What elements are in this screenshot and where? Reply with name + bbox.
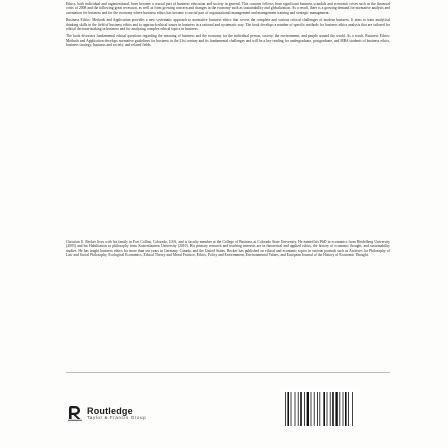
barcode-bar <box>323 392 325 426</box>
barcode-bar <box>287 392 289 426</box>
author-bio-block <box>66 240 390 258</box>
barcode-bar <box>300 392 302 426</box>
publisher-logo <box>66 404 146 422</box>
barcode-bar <box>348 392 349 426</box>
barcode-bar <box>311 392 312 426</box>
barcode-bar <box>285 392 286 426</box>
barcode-bar <box>298 392 299 426</box>
barcode-bar <box>317 392 318 426</box>
description-paragraph-2: Business Ethics: Methods and Application provides a new systematic approach to normative business ethics that covers the complete and various critical challenges of modern business. It aims to train analytical thinking skills in the field of business ethics and to approach ethical issues in business in a rational and systematic way. The book develops a number of specific methods for business ethics analysis that are tailored for ethical decision-making in business and for analyzing complex ethical topics in business. <box>66 18 390 32</box>
barcode-bar <box>335 392 337 426</box>
barcode-bar <box>295 392 296 426</box>
description-paragraph-3: The book discusses fundamental ethical questions regarding the meaning of business and the economy for the individual person, society, the environment, and people around the world. As a result, Business Ethics: Methods and Application develops normative guidelines for business in the 21st century and its fundamental challenges and will be a key reading for undergraduate, postgraduate, and MBA students of business ethics, business strategy, business and society, and related fields. <box>66 34 390 48</box>
footer-divider <box>66 372 390 373</box>
routledge-logo-icon <box>66 404 84 422</box>
publisher-name: Routledge <box>87 405 133 416</box>
barcode-bar <box>319 392 320 426</box>
barcode-bar <box>327 392 328 426</box>
barcode-bar <box>345 392 347 426</box>
barcode-bar <box>330 392 331 426</box>
barcode-icon <box>281 388 359 430</box>
description-paragraph-1: Ethics, both individual and organizational, have become a crucial part of business education and society in general. This concern follows from significant business scandals and economic crises such as the financial crisis of 2008 and the following great recession, as well as from growing concern and changes in the economy such as sustainability and globalization. As a result, there is a growing demand for normative analysis and orientation for business and for the economy where business ethics has become a crucial part of organizational management and management training and strategic management. <box>66 2 390 15</box>
publisher-subline: Taylor & Francis Group <box>87 414 147 420</box>
author-bio-paragraph: Christian U. Becker lives with his family in Fort Collins, Colorado, USA, and is faculty member at the College of Business at Colorado State University. He earned his PhD in economics from Heidelberg University (2003) and his Habilitation in philosophy from Kaiserslautern University (2010). His primary research and teaching interests are in theoretical and applied ethics, the history of economic thought, and sustainability studies. He has taught business ethics for more than ten years in Germany, Canada, and the United States. Becker has published on ethical and economic topics in various journals such as Archives for Philosophy of Law and Social Philosophy, Ecological Economics, Ethical Theory and Moral Practice, Ethics, Policy and Environment, Environmental Values, and European Journal of the History of Economic Thought. <box>66 240 390 258</box>
barcode-bar <box>343 392 344 426</box>
barcode-bar <box>314 392 315 426</box>
barcode-bar <box>304 392 305 426</box>
description-block <box>66 2 390 48</box>
barcode-bar <box>352 392 353 426</box>
barcode-bar <box>332 392 334 426</box>
barcode-bar <box>307 392 309 426</box>
barcode-bar <box>339 392 340 426</box>
barcode-bar <box>291 392 292 426</box>
